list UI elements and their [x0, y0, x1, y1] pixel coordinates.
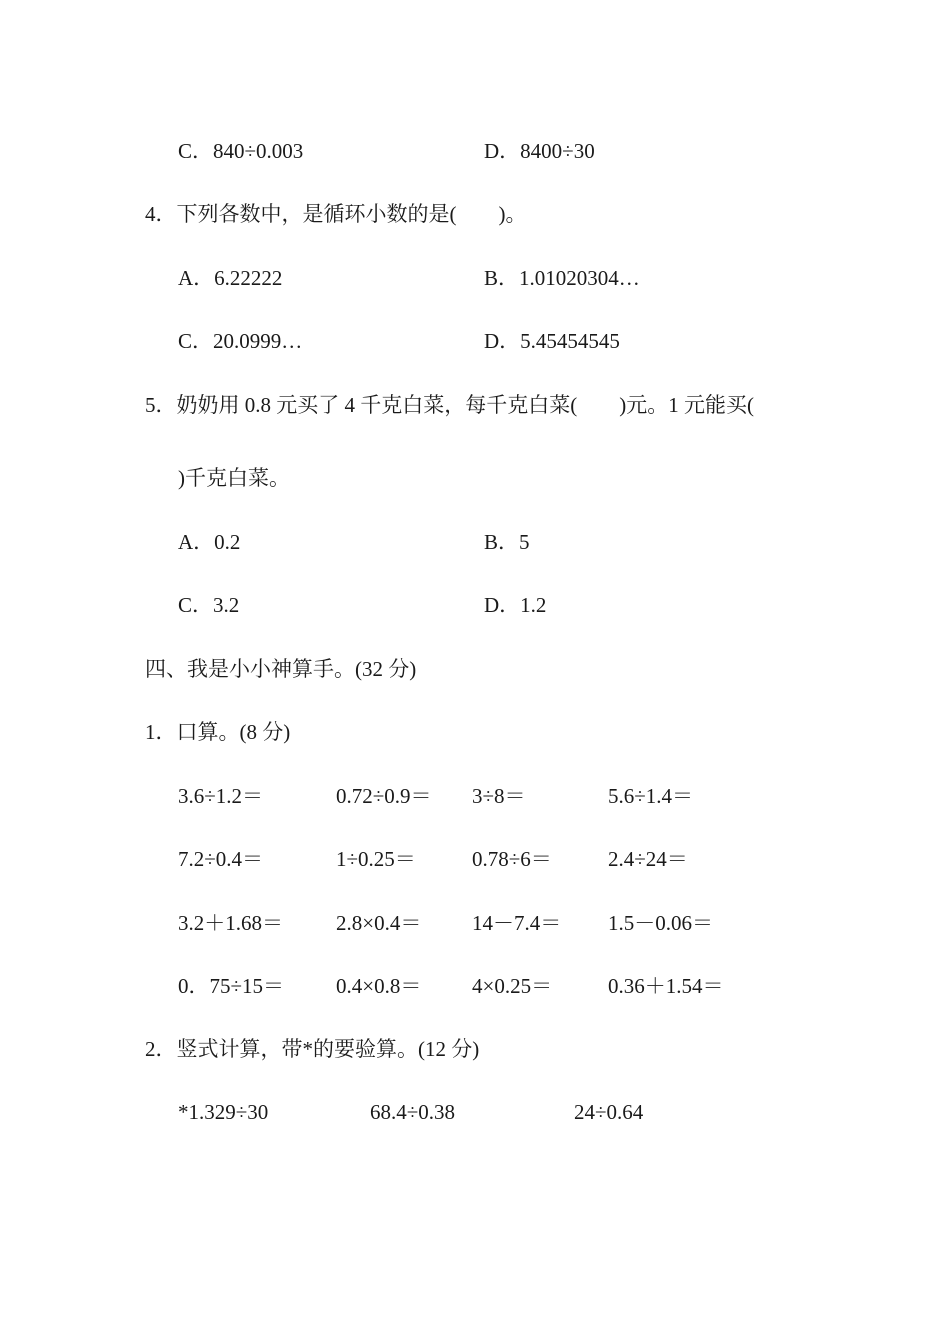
q4-option-d: D．5.45454545: [484, 329, 620, 353]
oral-problem: 2.8×0.4＝: [336, 911, 422, 935]
oral-calc-label: 1．口算。(8 分): [145, 720, 291, 744]
q3-option-d: D．8400÷30: [484, 139, 595, 163]
oral-problem: 1.5－0.06＝: [608, 911, 713, 935]
q4-option-b: B．1.01020304…: [484, 266, 640, 290]
q5-option-c: C．3.2: [178, 593, 240, 617]
oral-problem: 1÷0.25＝: [336, 847, 416, 871]
q4-stem: 4．下列各数中，是循环小数的是( )。: [145, 202, 527, 226]
q5-option-a: A．0.2: [178, 530, 241, 554]
q5-stem-line1: 5．奶奶用 0.8 元买了 4 千克白菜，每千克白菜( )元。1 元能买(: [145, 393, 754, 417]
vertical-problem: 68.4÷0.38: [370, 1100, 456, 1124]
oral-problem: 14－7.4＝: [472, 911, 562, 935]
q4-option-a: A．6.22222: [178, 266, 283, 290]
q4-option-c: C．20.0999…: [178, 329, 303, 353]
oral-problem: 2.4÷24＝: [608, 847, 688, 871]
q5-option-d: D．1.2: [484, 593, 547, 617]
oral-problem: 0.78÷6＝: [472, 847, 552, 871]
q3-option-c: C．840÷0.003: [178, 139, 304, 163]
oral-problem: 0．75÷15＝: [178, 974, 285, 998]
oral-problem: 0.72÷0.9＝: [336, 784, 432, 808]
vertical-calc-label: 2．竖式计算，带*的要验算。(12 分): [145, 1037, 480, 1061]
oral-problem: 0.36＋1.54＝: [608, 974, 724, 998]
oral-problem: 3.2＋1.68＝: [178, 911, 283, 935]
vertical-problem: *1.329÷30: [178, 1100, 269, 1124]
oral-problem: 4×0.25＝: [472, 974, 553, 998]
oral-problem: 3.6÷1.2＝: [178, 784, 264, 808]
q5-stem-line2: )千克白菜。: [178, 466, 290, 490]
oral-problem: 5.6÷1.4＝: [608, 784, 694, 808]
vertical-problem: 24÷0.64: [574, 1100, 644, 1124]
q5-option-b: B．5: [484, 530, 530, 554]
oral-problem: 7.2÷0.4＝: [178, 847, 264, 871]
oral-problem: 3÷8＝: [472, 784, 526, 808]
oral-problem: 0.4×0.8＝: [336, 974, 422, 998]
section4-title: 四、我是小小神算手。(32 分): [145, 657, 417, 681]
